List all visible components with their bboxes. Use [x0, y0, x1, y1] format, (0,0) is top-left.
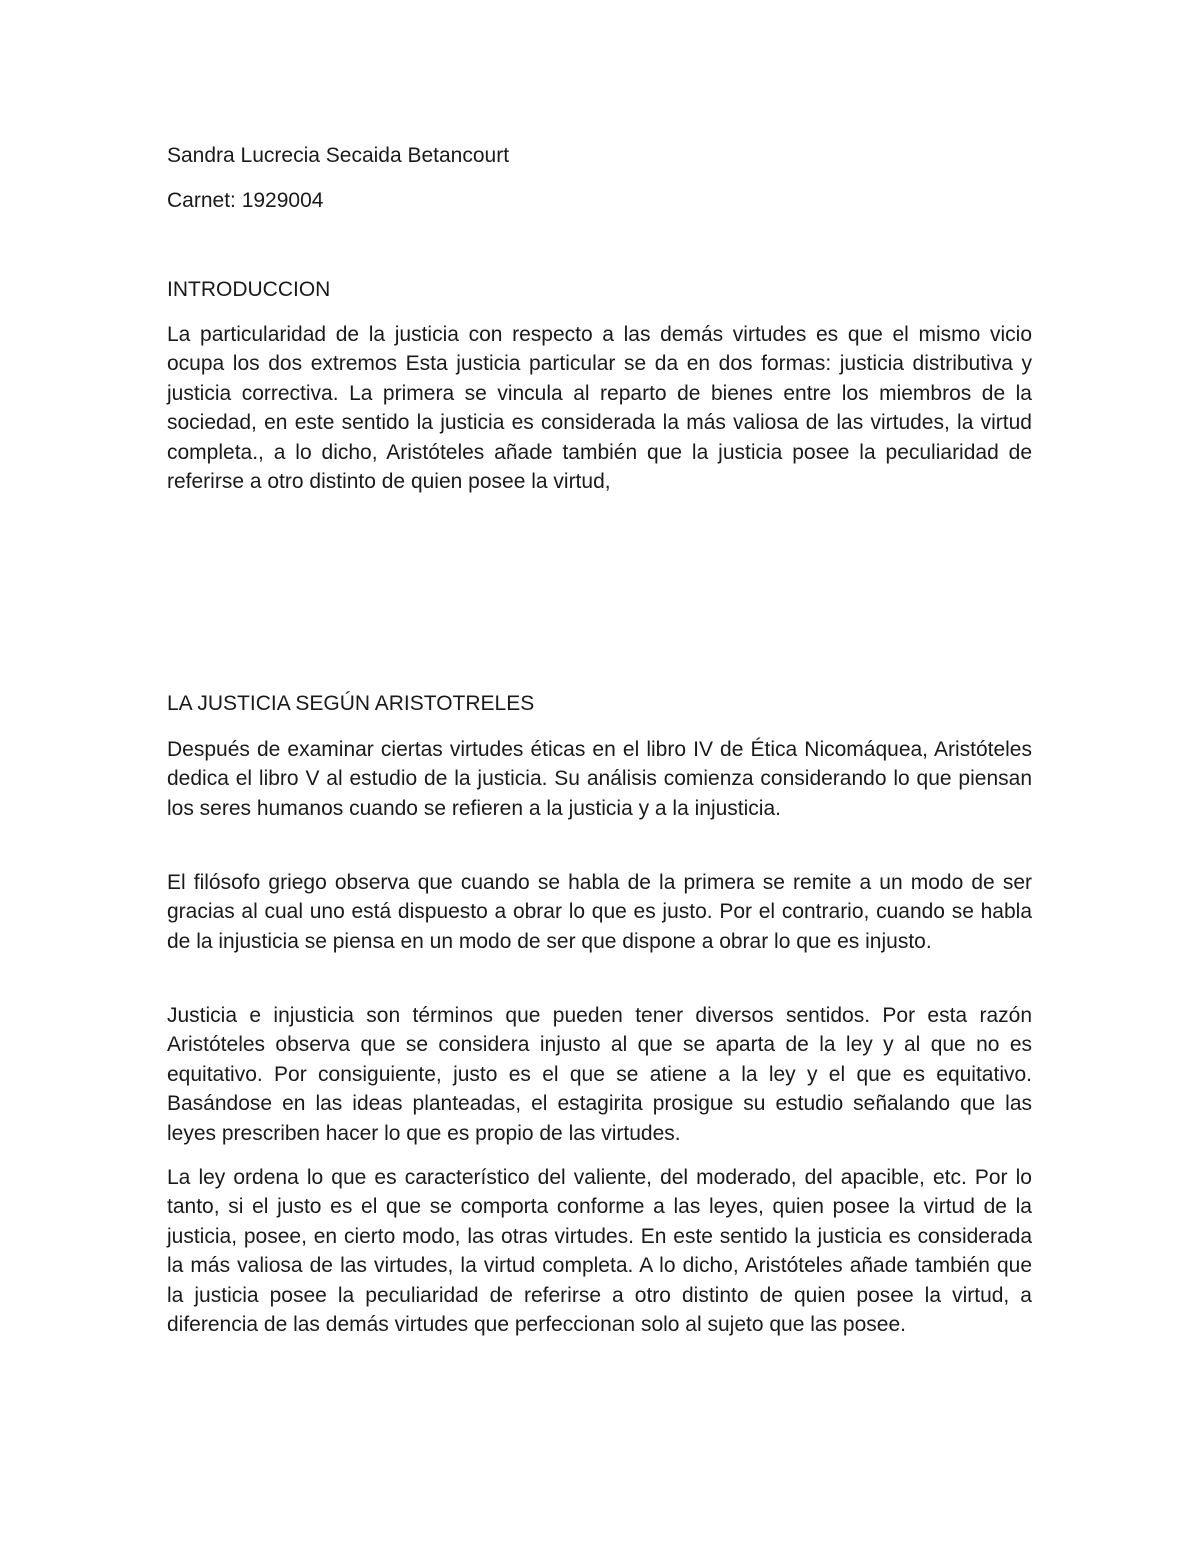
- author-name: Sandra Lucrecia Secaida Betancourt: [167, 144, 510, 167]
- intro-heading: INTRODUCCION: [167, 278, 331, 301]
- intro-paragraph: La particularidad de la justicia con respecto a las demás virtudes es que el mismo vicio ocupa los dos extremos Esta justicia particular se da en dos formas: justicia distributiva y justicia correctiva. La primera se vincula al reparto de bienes entre los miembros de la sociedad, en este sentido la justicia es considerada la más valiosa de las virtudes, la virtud completa., a lo dicho, Aristóteles añade también que la justicia posee la peculiaridad de referirse a otro distinto de quien posee la virtud,: [167, 323, 1032, 494]
- section-paragraph-1: Después de examinar ciertas virtudes éticas en el libro IV de Ética Nicomáquea, Aristóteles dedica el libro V al estudio de la justicia. Su análisis comienza considerando lo que piensan los seres humanos cuando se refieren a la justicia y a la injusticia.: [167, 738, 1032, 820]
- section-heading: LA JUSTICIA SEGÚN ARISTOTRELES: [167, 692, 535, 715]
- section-paragraph-4: La ley ordena lo que es característico del valiente, del moderado, del apacible, etc. Por lo tanto, si el justo es el que se comporta conforme a las leyes, quien posee la virtud de la justicia, posee, en cierto modo, las otras virtudes. En este sentido la justicia es considerada la más valiosa de las virtudes, la virtud completa. A lo dicho, Aristóteles añade también que la justicia posee la peculiaridad de referirse a otro distinto de quien posee la virtud, a diferencia de las demás virtudes que perfeccionan solo al sujeto que las posee.: [167, 1166, 1032, 1337]
- carnet-line: Carnet: 1929004: [167, 189, 324, 212]
- section-paragraph-2: El filósofo griego observa que cuando se habla de la primera se remite a un modo de ser gracias al cual uno está dispuesto a obrar lo que es justo. Por el contrario, cuando se habla de la injusticia se piensa en un modo de ser que dispone a obrar lo que es injusto.: [167, 871, 1032, 953]
- section-paragraph-3: Justicia e injusticia son términos que pueden tener diversos sentidos. Por esta razón Aristóteles observa que se considera injusto al que se aparta de la ley y al que no es equitativo. Por consiguiente, justo es el que se atiene a la ley y el que es equitativo. Basándose en las ideas planteadas, el estagirita prosigue su estudio señalando que las leyes prescriben hacer lo que es propio de las virtudes.: [167, 1004, 1032, 1145]
